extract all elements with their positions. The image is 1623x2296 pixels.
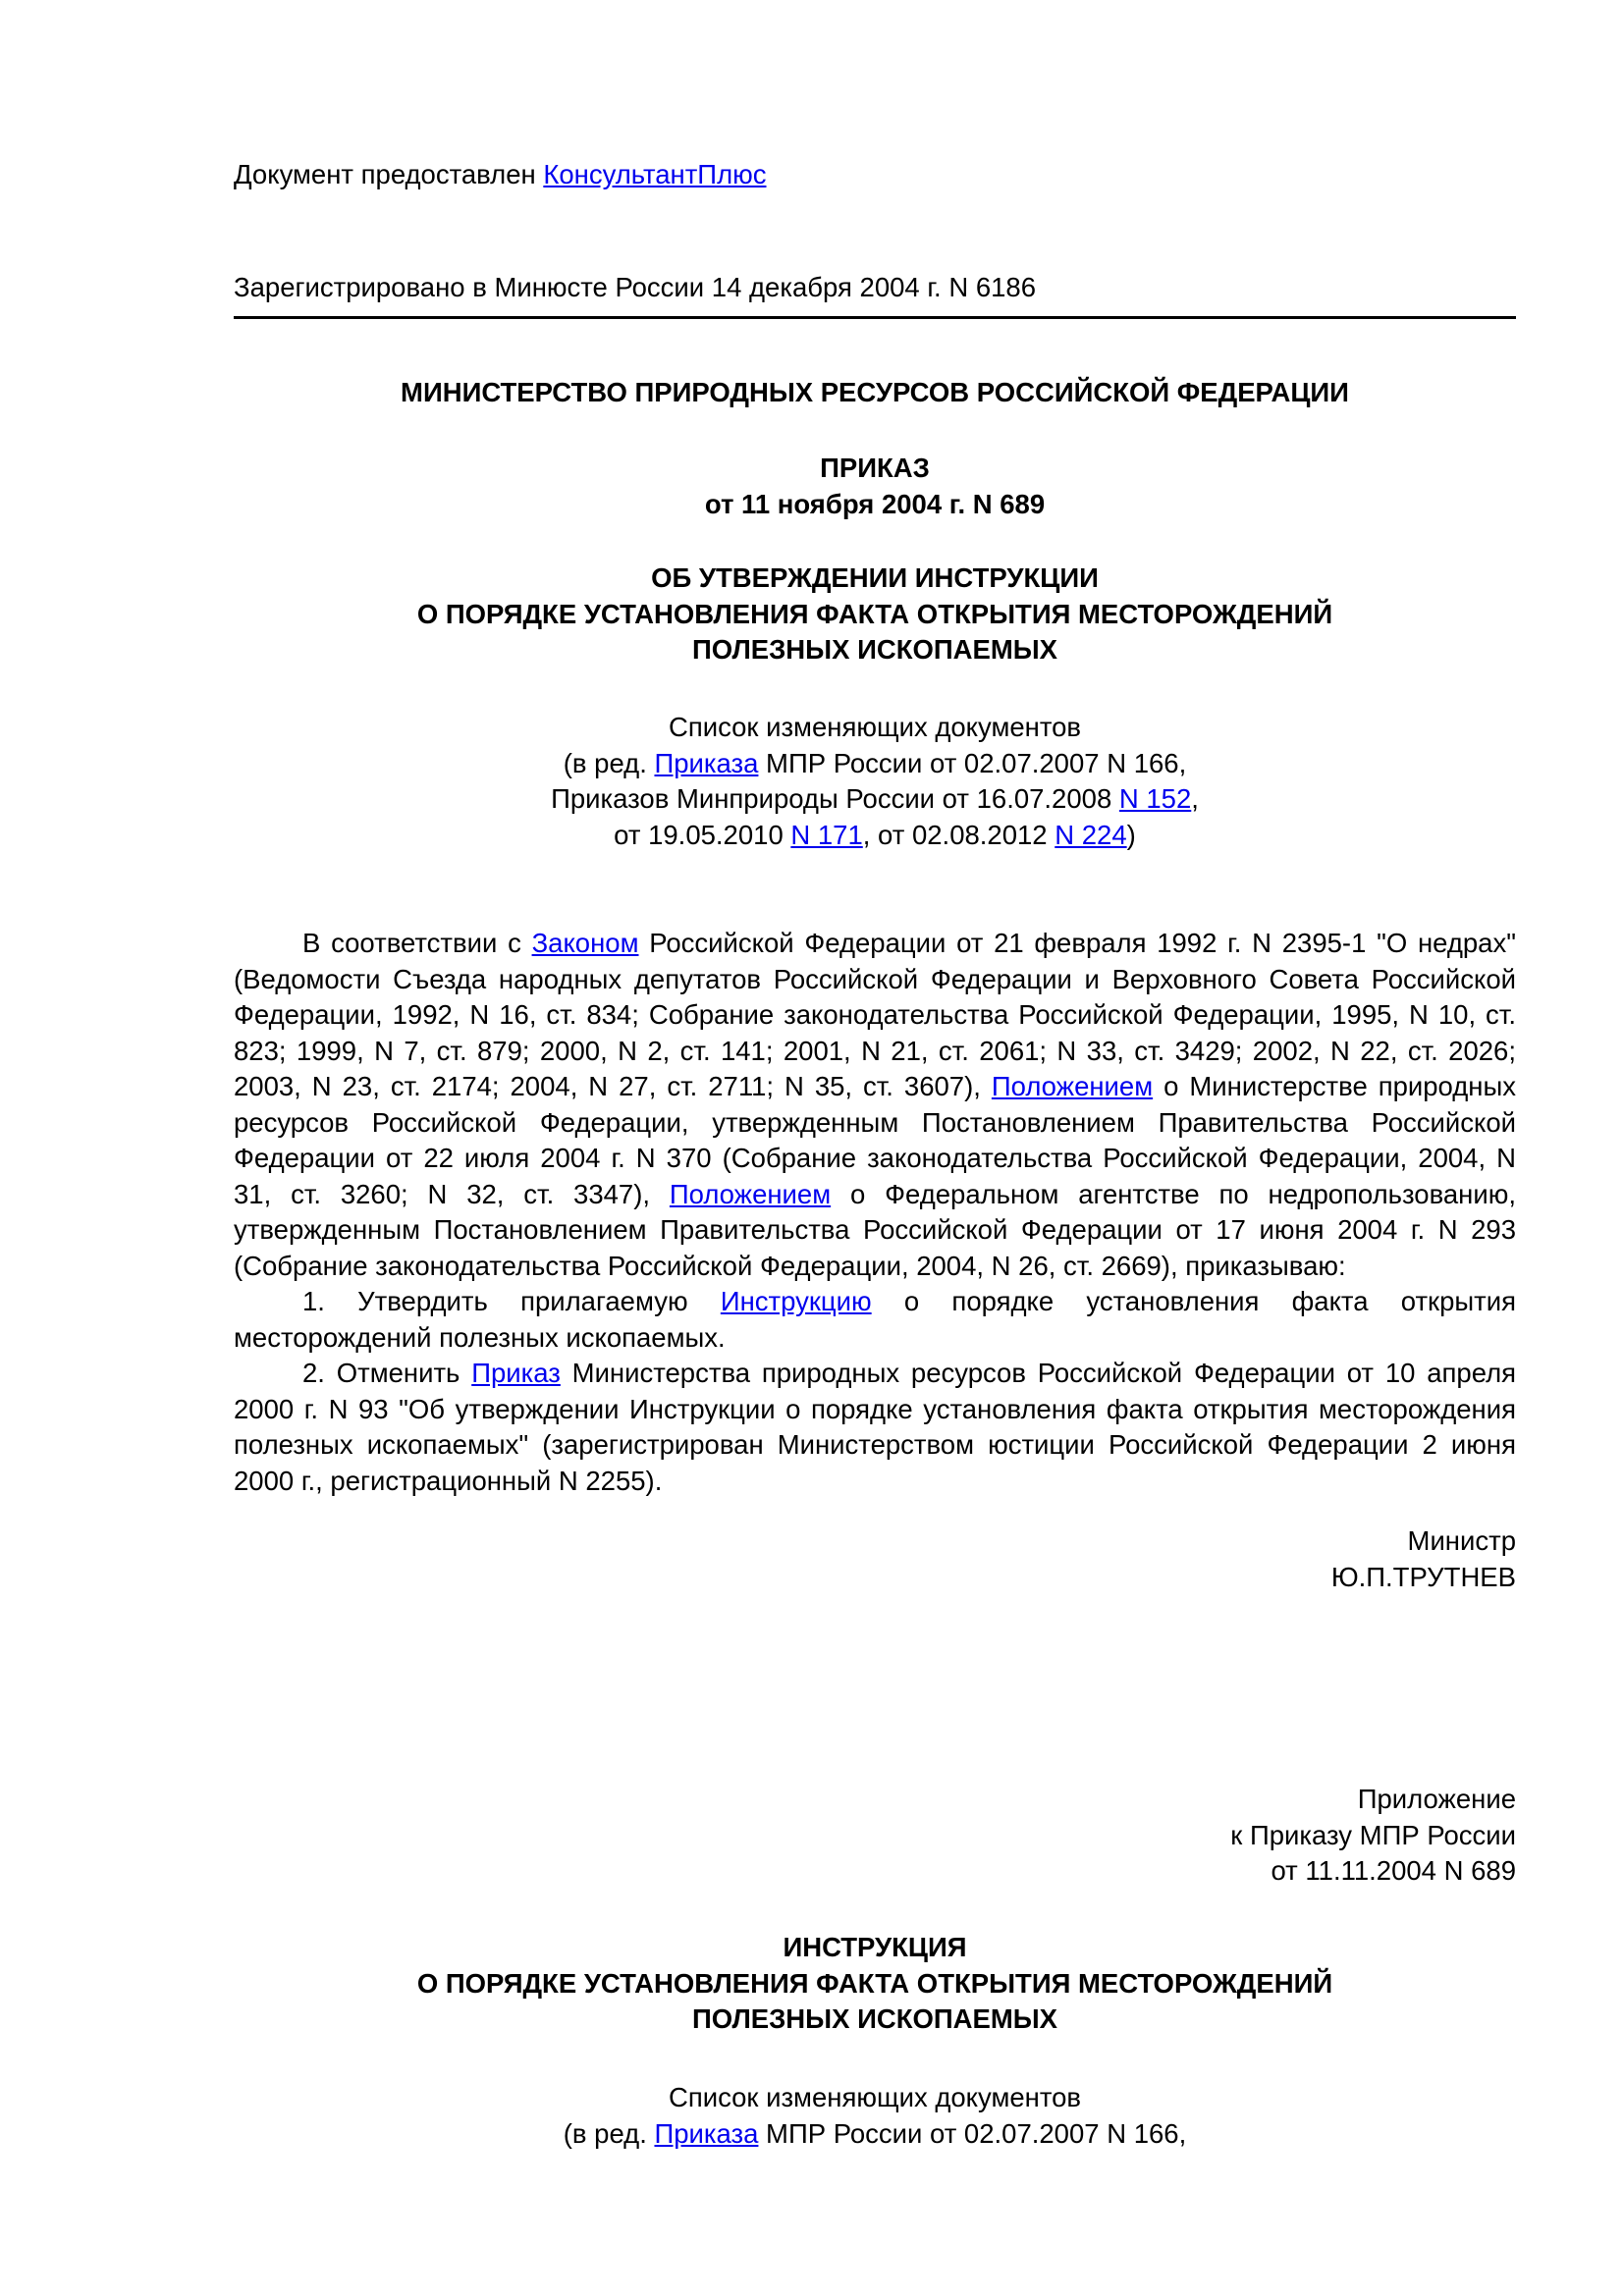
amendments-text: (в ред. (563, 747, 655, 778)
subject-line-2: О ПОРЯДКЕ УСТАНОВЛЕНИЯ ФАКТА ОТКРЫТИЯ МЕСТОРОЖДЕНИЙ (416, 598, 1333, 629)
signature-role: Министр (1407, 1525, 1516, 1556)
instruction-heading (234, 1930, 1516, 2038)
amendment-2-link-order-166[interactable]: Приказа (654, 2117, 759, 2149)
amendments-line-1 (234, 746, 1516, 782)
appendix-line-1: Приложение (1357, 1784, 1516, 1814)
signature-block (234, 1523, 1516, 1595)
instruction-link[interactable]: Инструкцию (720, 1286, 872, 1316)
subject-line-1: ОБ УТВЕРЖДЕНИИ ИНСТРУКЦИИ (651, 562, 1099, 593)
amendment-link-n171[interactable]: N 171 (790, 819, 863, 850)
item-2-paragraph (234, 1356, 1516, 1499)
order-subject (234, 561, 1516, 668)
amendments-text: от 19.05.2010 (614, 819, 791, 850)
header-divider (234, 316, 1516, 319)
amendments-text: МПР России от 02.07.2007 N 166, (758, 2117, 1187, 2149)
body-text: о порядке установления факта открытия месторождений полезных ископаемых. (234, 1286, 1516, 1353)
law-link[interactable]: Законом (531, 928, 639, 958)
amendment-link-n152[interactable]: N 152 (1118, 783, 1192, 814)
appendix-block (234, 1782, 1516, 1890)
body-text: 1. Утвердить прилагаемую (302, 1286, 721, 1316)
amendments-heading-2: Список изменяющих документов (668, 2082, 1082, 2112)
signature-name: Ю.П.ТРУТНЕВ (1330, 1561, 1516, 1592)
body-text: о Федеральном агентстве по недропользованию, утвержденным Постановлением Правительства Российской Федерации от 17 июня 2004 г. N 293 (Собрание законодательства Российской Федерации, 2004, N 26, ст. 2669), приказываю: (234, 1178, 1516, 1281)
amendments-2-line-1 (234, 2116, 1516, 2153)
regulation-link-agency[interactable]: Положением (669, 1178, 832, 1209)
provided-by-line (234, 157, 1516, 193)
body-text: 2. Отменить (302, 1358, 472, 1388)
body-text: о Министерстве природных ресурсов Российской Федерации, утвержденным Постановлением Правительства Российской Федерации от 22 июля 2004 г. N 370 (Собрание законодательства Российской Федерации, 2004, N 31, ст. 3260; N 32, ст. 3347), (234, 1071, 1516, 1209)
amendment-link-order-166[interactable]: Приказа (654, 747, 759, 778)
order-title: ПРИКАЗ (820, 453, 930, 483)
appendix-line-2: к Приказу МПР России (1230, 1819, 1516, 1850)
regulation-link-ministry[interactable]: Положением (991, 1071, 1154, 1101)
amendments-text: ) (1126, 819, 1136, 850)
instruction-line-2: О ПОРЯДКЕ УСТАНОВЛЕНИЯ ФАКТА ОТКРЫТИЯ МЕСТОРОЖДЕНИЙ (416, 1967, 1333, 1999)
body-text: Министерства природных ресурсов Российской Федерации от 10 апреля 2000 г. N 93 "Об утверждении Инструкции о порядке установления факта открытия месторождения полезных ископаемых" (зарегистрирован Министерством юстиции Российской Федерации 2 июня 2000 г., регистрационный N 2255). (234, 1358, 1517, 1496)
amendments-list (234, 710, 1516, 853)
provided-by-text: Документ предоставлен (234, 159, 544, 189)
appendix-line-3: от 11.11.2004 N 689 (1271, 1855, 1516, 1886)
amendments-text: (в ред. (563, 2117, 655, 2149)
instruction-line-1: ИНСТРУКЦИЯ (783, 1932, 967, 1962)
amendments-line-2 (234, 781, 1516, 818)
amendment-link-n224[interactable]: N 224 (1055, 819, 1127, 850)
amendments-text: , от 02.08.2012 (862, 819, 1055, 850)
cancelled-order-link[interactable]: Приказ (471, 1358, 561, 1388)
amendments-line-3 (234, 818, 1516, 854)
order-body (234, 926, 1516, 1499)
item-1-paragraph (234, 1284, 1516, 1356)
amendments-text: Приказов Минприроды России от 16.07.2008 (551, 783, 1119, 814)
order-date: от 11 ноября 2004 г. N 689 (704, 488, 1046, 519)
order-heading (234, 451, 1516, 522)
amendments-text: , (1191, 783, 1199, 814)
subject-line-3: ПОЛЕЗНЫХ ИСКОПАЕМЫХ (691, 634, 1058, 665)
amendments-heading: Список изменяющих документов (668, 712, 1082, 742)
body-text: Российской Федерации от 21 февраля 1992 г. N 2395-1 "О недрах" (Ведомости Съезда народных депутатов Российской Федерации и Верховного Совета Российской Федерации, 1992, N 16, ст. 834; Собрание законодательства Российской Федерации, 1995, N 10, ст. 823; 1999, N 7, ст. 879; 2000, N 2, ст. 141; 2001, N 21, ст. 2061; N 33, ст. 3429; 2002, N 22, ст. 2026; 2003, N 23, ст. 2174; 2004, N 27, ст. 2711; N 35, ст. 3607), (234, 928, 1516, 1101)
consultant-plus-link[interactable]: КонсультантПлюс (543, 159, 767, 189)
instruction-line-3: ПОЛЕЗНЫХ ИСКОПАЕМЫХ (691, 2003, 1058, 2034)
ministry-heading: МИНИСТЕРСТВО ПРИРОДНЫХ РЕСУРСОВ РОССИЙСКОЙ ФЕДЕРАЦИИ (401, 377, 1349, 407)
registration-line: Зарегистрировано в Минюсте России 14 декабря 2004 г. N 6186 (234, 272, 1036, 302)
preamble-paragraph (234, 926, 1516, 1284)
body-text: В соответствии с (302, 928, 532, 958)
amendments-text: МПР России от 02.07.2007 N 166, (758, 747, 1187, 778)
amendments-list-2 (234, 2080, 1516, 2152)
